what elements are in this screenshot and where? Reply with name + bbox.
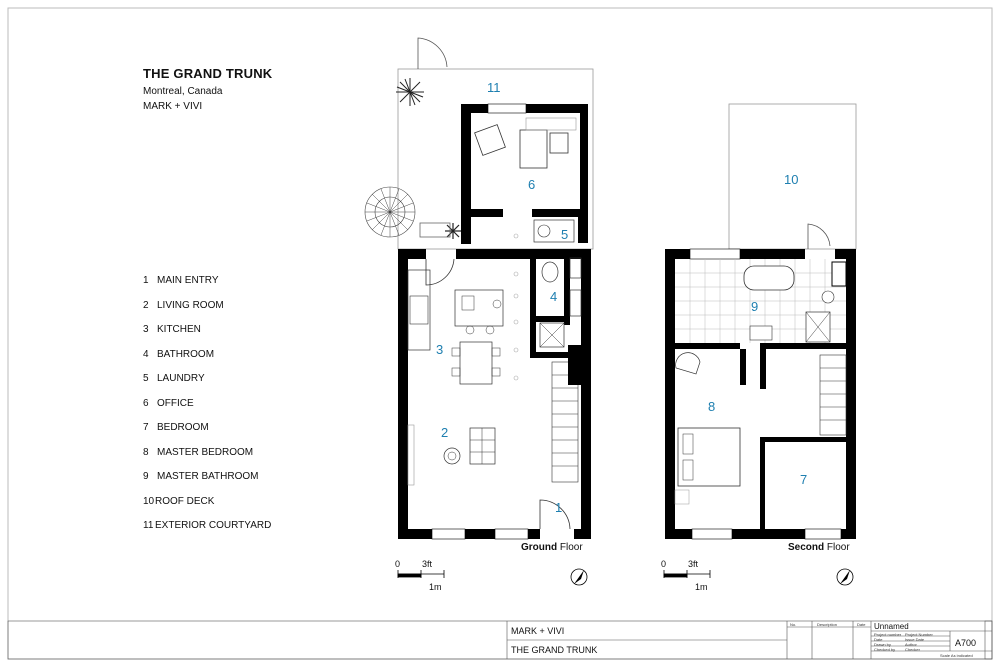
bathtub-icon <box>744 266 794 290</box>
revision-col-date: Date <box>857 622 866 627</box>
ground-scale-bar <box>398 570 444 578</box>
north-arrow-icon <box>571 569 587 585</box>
room-number-11: 11 <box>487 80 501 95</box>
tree-icon <box>365 187 415 237</box>
legend-item: 4 BATHROOM <box>143 348 215 360</box>
master-bed-icon <box>678 428 740 486</box>
second-floor-plan <box>665 104 856 539</box>
room-number-8: 8 <box>708 399 716 414</box>
gate-door-icon <box>418 38 447 69</box>
field-label: Date <box>874 637 883 642</box>
room-number-9: 9 <box>751 299 759 314</box>
room-number-2: 2 <box>441 425 449 440</box>
ground-floor-caption: Ground Floor <box>521 542 583 553</box>
field-label: Project number <box>874 632 902 637</box>
scale-m: 1m <box>429 582 442 592</box>
legend-item: 1 MAIN ENTRY <box>143 275 219 286</box>
project-location: Montreal, Canada <box>143 86 223 97</box>
legend-item: 2 LIVING ROOM <box>143 299 224 311</box>
scale-ft: 3ft <box>688 559 699 569</box>
room-number-7: 7 <box>800 472 808 487</box>
legend-item: 9 MASTER BATHROOM <box>143 471 259 482</box>
room-number-3: 3 <box>436 342 444 357</box>
sheet-number: A700 <box>955 638 977 648</box>
project-client: MARK + VIVI <box>143 101 203 112</box>
revision-col-description: Description <box>817 622 838 627</box>
room-number-5: 5 <box>561 227 569 242</box>
second-floor-caption: Second Floor <box>788 542 850 553</box>
field-value: Issue Date <box>905 637 925 642</box>
scale-zero: 0 <box>395 559 401 569</box>
field-value: Author <box>905 642 917 647</box>
ground-floor-plan <box>365 38 593 539</box>
room-number-1: 1 <box>555 500 563 515</box>
palm-plant-icon <box>396 78 424 106</box>
field-value: Checker <box>905 647 920 652</box>
scale-ft: 3ft <box>422 559 433 569</box>
legend-item: 5 LAUNDRY <box>143 373 205 384</box>
field-label: Drawn by <box>874 642 891 647</box>
field-value: Project Number <box>905 632 933 637</box>
legend-item: 10 ROOF DECK <box>143 495 215 507</box>
north-arrow-icon <box>837 569 853 585</box>
scale-note: Scale As indicated <box>940 653 973 658</box>
title-block-project: THE GRAND TRUNK <box>511 645 598 655</box>
revision-col-no: No. <box>790 622 797 627</box>
legend-item: 6 OFFICE <box>143 397 194 409</box>
scale-m: 1m <box>695 582 708 592</box>
room-number-10: 10 <box>784 172 799 187</box>
legend-item: 7 BEDROOM <box>143 422 209 433</box>
room-number-4: 4 <box>550 289 558 304</box>
room-number-6: 6 <box>528 177 536 192</box>
legend-item: 3 KITCHEN <box>143 324 201 335</box>
title-block-frame <box>8 621 992 659</box>
title-block-name: Unnamed <box>874 622 909 631</box>
title-block-client: MARK + VIVI <box>511 626 565 636</box>
legend-item: 11 EXTERIOR COURTYARD <box>143 520 272 531</box>
project-title: THE GRAND TRUNK <box>143 66 273 81</box>
legend-item: 8 MASTER BEDROOM <box>143 446 254 458</box>
field-label: Checked by <box>874 647 896 652</box>
scale-zero: 0 <box>661 559 667 569</box>
second-scale-bar <box>664 570 710 578</box>
